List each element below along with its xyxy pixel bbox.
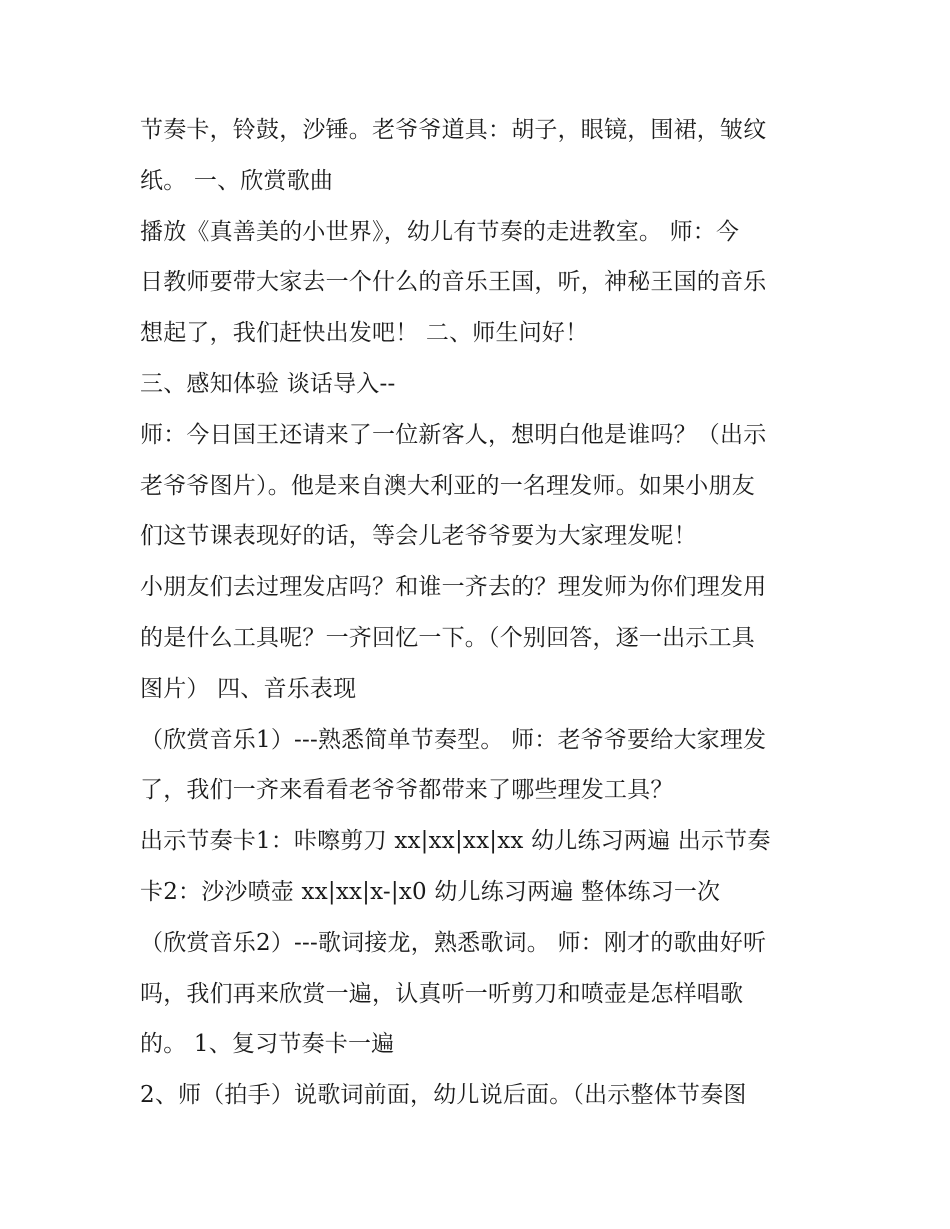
text-line: 日教师要带大家去一个什么的音乐王国，听，神秘王国的音乐 (140, 269, 767, 296)
document-body (140, 105, 820, 1121)
text-line: 卡2：沙沙喷壶 xx|xx|x-|x0 幼儿练习两遍 整体练习一次 (140, 878, 721, 905)
text-line: 节奏卡，铃鼓，沙锤。老爷爷道具：胡子，眼镜，围裙，皱纹 (140, 117, 767, 143)
text-line: 三、感知体验 谈话导入-- (140, 370, 396, 397)
text-line: 们这节课表现好的话，等会儿老爷爷要为大家理发呢！ (140, 523, 697, 550)
text-line: 出示节奏卡1：咔嚓剪刀 xx|xx|xx|xx 幼儿练习两遍 出示节奏 (140, 828, 771, 855)
text-line: 的。 1、复习节奏卡一遍 (140, 1031, 395, 1058)
text-line: 图片） 四、音乐表现 (140, 675, 357, 702)
text-line: 吗，我们再来欣赏一遍，认真听一听剪刀和喷壶是怎样唱歌 (140, 980, 744, 1007)
text-line: 想起了，我们赶快出发吧！ 二、师生问好！ (140, 320, 589, 347)
text-line: 小朋友们去过理发店吗？和谁一齐去的？理发师为你们理发用 (140, 574, 767, 601)
text-line: （欣赏音乐2）---歌词接龙，熟悉歌词。 师：刚才的歌曲好听 (140, 929, 767, 956)
text-line: 的是什么工具呢？一齐回忆一下。（个别回答，逐一出示工具 (140, 624, 755, 651)
text-line: 师：今日国王还请来了一位新客人，想明白他是谁吗？（出示 (140, 421, 767, 448)
text-line: 播放《真善美的小世界》，幼儿有节奏的走进教室。 师：今 (140, 218, 740, 245)
text-line: 2、师（拍手）说歌词前面，幼儿说后面。（出示整体节奏图 (140, 1082, 747, 1109)
text-line: 老爷爷图片）。他是来自澳大利亚的一名理发师。如果小朋友 (140, 472, 755, 499)
text-line: 纸。 一、欣赏歌曲 (140, 167, 334, 194)
text-line: 了，我们一齐来看看老爷爷都带来了哪些理发工具？ (140, 777, 674, 804)
text-line: （欣赏音乐1）---熟悉简单节奏型。 师：老爷爷要给大家理发 (140, 726, 767, 753)
